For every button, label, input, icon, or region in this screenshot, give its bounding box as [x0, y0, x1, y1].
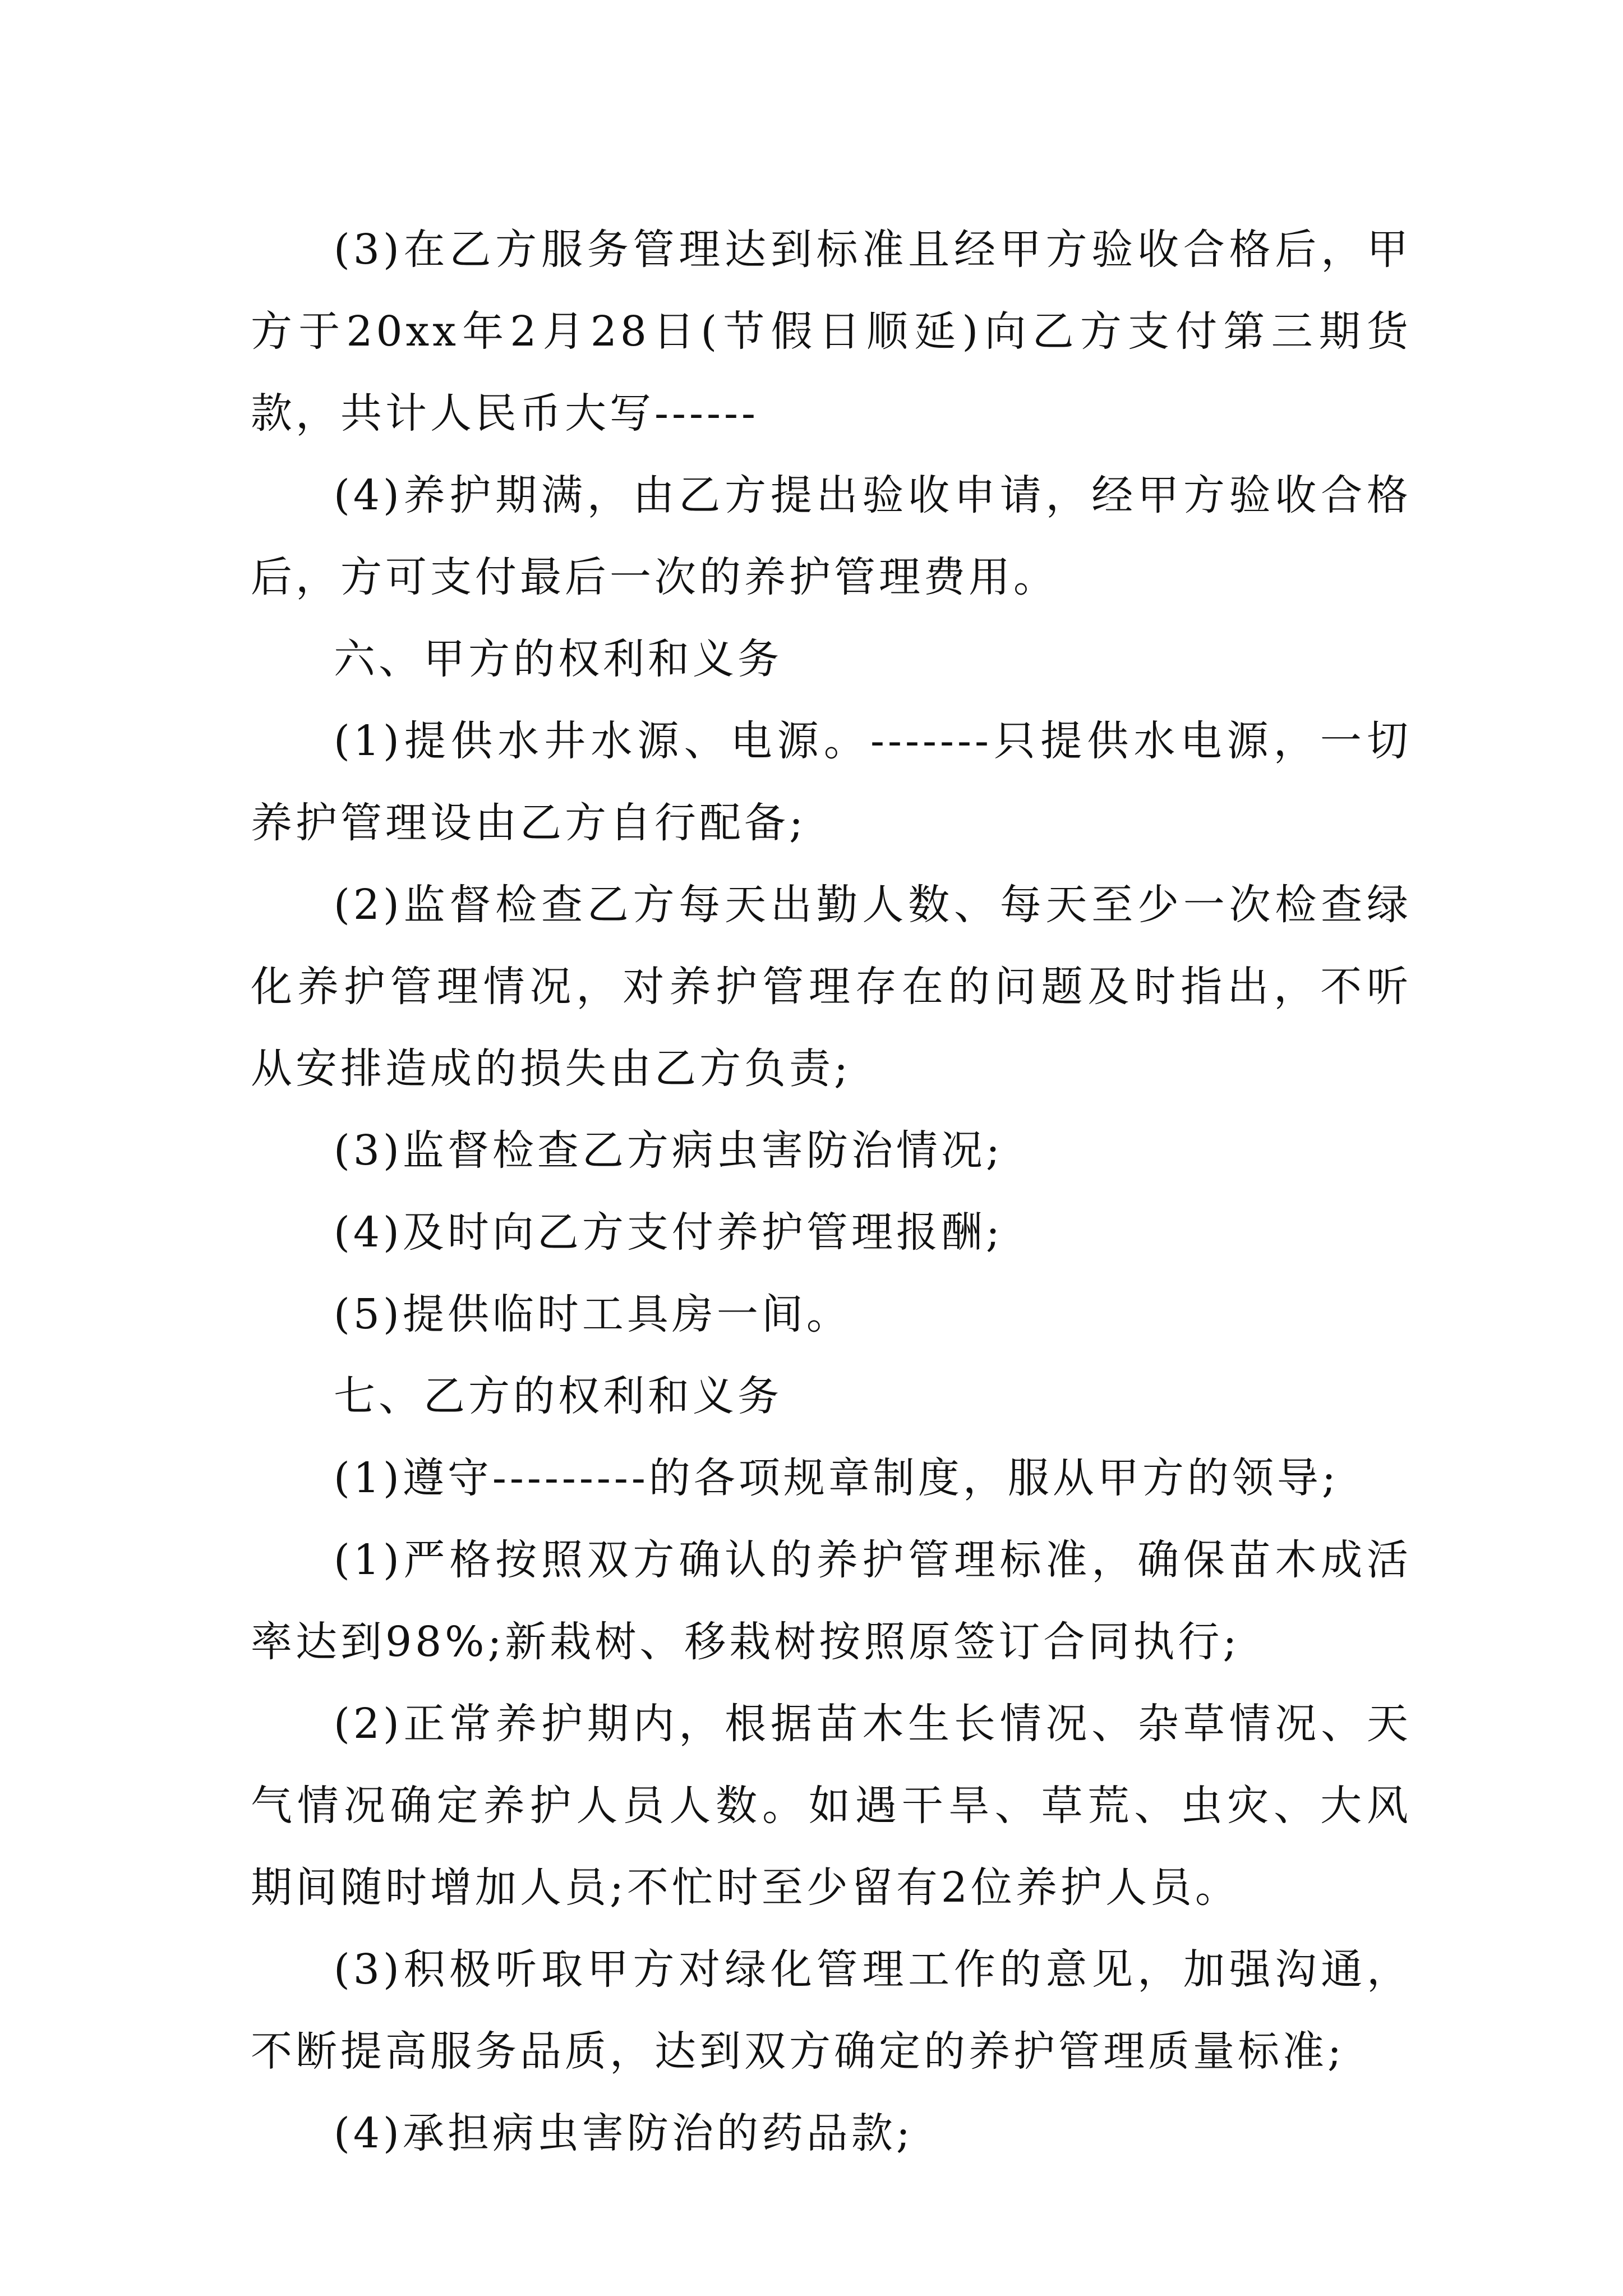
- paragraph-party-b-3: (3)积极听取甲方对绿化管理工作的意见，加强沟通，不断提高服务品质，达到双方确定的养护管理质量标准;: [251, 1945, 1412, 2076]
- paragraph-party-a-3: (3)监督检查乙方病虫害防治情况;: [334, 1126, 1003, 1175]
- section-heading-party-a: 六、甲方的权利和义务: [334, 635, 782, 683]
- section-heading-party-b: 七、乙方的权利和义务: [334, 1372, 782, 1420]
- paragraph-party-b-1a: (1)遵守---------的各项规章制度，服从甲方的领导;: [334, 1454, 1339, 1502]
- paragraph-party-b-2: (2)正常养护期内，根据苗木生长情况、杂草情况、天气情况确定养护人员人数。如遇干旱、草荒、虫灾、大风期间随时增加人员;不忙时至少留有2位养护人员。: [251, 1700, 1412, 1912]
- paragraph-party-a-4: (4)及时向乙方支付养护管理报酬;: [334, 1208, 1003, 1257]
- paragraph-party-b-4: (4)承担病虫害防治的药品款;: [334, 2109, 914, 2157]
- paragraph-payment-3: (3)在乙方服务管理达到标准且经甲方验收合格后，甲方于20xx年2月28日(节假日顺延)向乙方支付第三期货款，共计人民币大写------: [251, 226, 1412, 438]
- paragraph-party-b-1b: (1)严格按照双方确认的养护管理标准，确保苗木成活率达到98%;新栽树、移栽树按照原签订合同执行;: [251, 1536, 1412, 1666]
- document-body: [251, 209, 1412, 2174]
- paragraph-party-a-1: (1)提供水井水源、电源。-------只提供水电源，一切养护管理设由乙方自行配备;: [251, 717, 1412, 847]
- paragraph-party-a-2: (2)监督检查乙方每天出勤人数、每天至少一次检查绿化养护管理情况，对养护管理存在的问题及时指出，不听从安排造成的损失由乙方负责;: [251, 881, 1412, 1093]
- paragraph-payment-4: (4)养护期满，由乙方提出验收申请，经甲方验收合格后，方可支付最后一次的养护管理费用。: [251, 471, 1412, 601]
- paragraph-party-a-5: (5)提供临时工具房一间。: [334, 1290, 851, 1338]
